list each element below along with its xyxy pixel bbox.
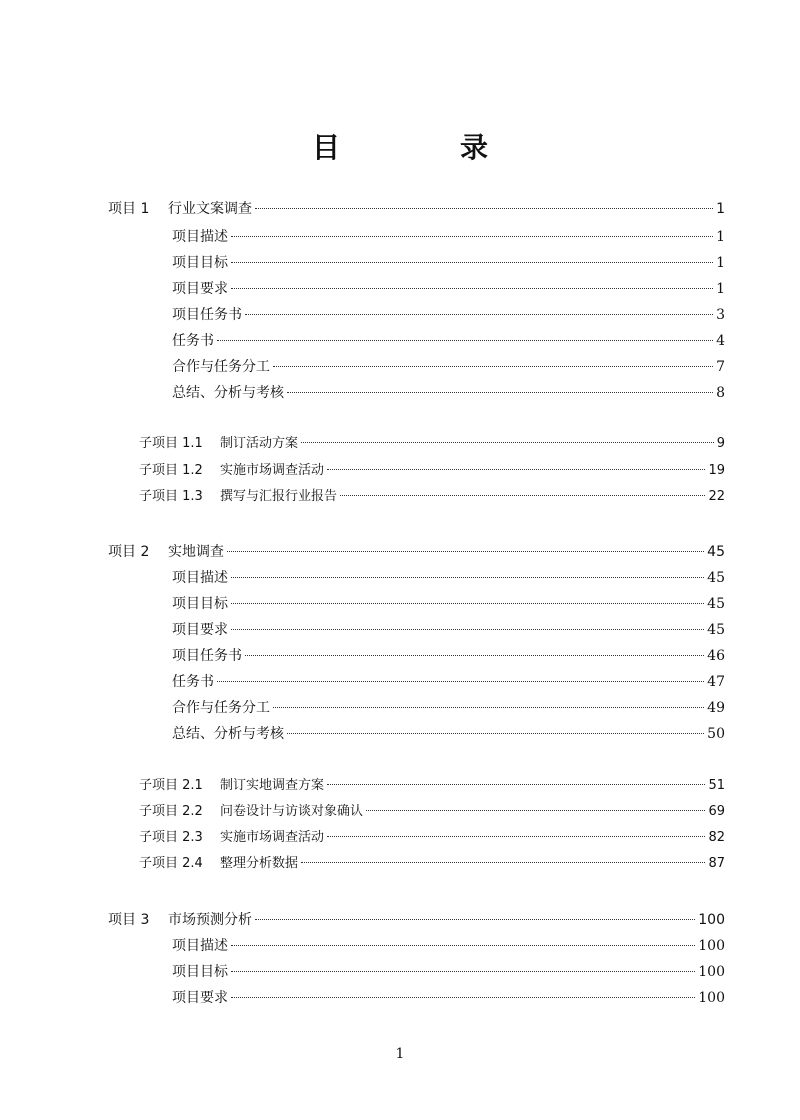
toc-entry-label: 项目任务书	[172, 307, 242, 323]
toc-entry-page: 4	[716, 333, 725, 349]
dot-leader	[231, 603, 704, 604]
toc-entry-title	[172, 305, 242, 325]
toc-entry-label: 市场预测分析	[168, 912, 252, 928]
dot-leader	[255, 919, 695, 920]
toc-entry-number: 项目 3	[108, 912, 150, 928]
toc-entry-title	[172, 383, 284, 403]
toc-entry-title	[172, 331, 214, 351]
toc-entry-title	[172, 227, 228, 247]
toc-entry-page: 100	[698, 964, 725, 980]
toc-entry-label: 合作与任务分工	[172, 359, 270, 375]
toc-entry[interactable]	[172, 936, 725, 956]
toc-entry-label: 项目描述	[172, 938, 228, 954]
toc-entry-number: 子项目 2.3	[139, 830, 203, 845]
toc-entry-title	[172, 672, 214, 692]
toc-entry[interactable]	[172, 962, 725, 982]
toc-entry-title	[139, 776, 324, 796]
toc-entry-label: 行业文案调查	[168, 201, 252, 217]
toc-entry-label: 实施市场调查活动	[220, 830, 325, 845]
toc-entry-label: 整理分析数据	[220, 856, 299, 871]
toc-entry[interactable]	[172, 620, 725, 640]
dot-leader	[327, 784, 705, 785]
toc-entry[interactable]	[139, 461, 725, 481]
toc-entry-page: 82	[708, 830, 725, 845]
dot-leader	[327, 469, 705, 470]
toc-entry-title	[172, 568, 228, 588]
toc-entry-page: 1	[716, 201, 725, 217]
toc-entry[interactable]	[172, 988, 725, 1008]
toc-entry-page: 45	[707, 570, 725, 586]
toc-entry-label: 项目目标	[172, 964, 228, 980]
toc-entry-title	[139, 854, 298, 874]
toc-entry-title	[139, 828, 324, 848]
dot-leader	[340, 495, 705, 496]
dot-leader	[273, 366, 713, 367]
toc-entry[interactable]	[172, 305, 725, 325]
toc-entry-label: 合作与任务分工	[172, 700, 270, 716]
dot-leader	[217, 340, 713, 341]
dot-leader	[287, 392, 713, 393]
dot-leader	[231, 577, 704, 578]
toc-entry[interactable]	[139, 802, 725, 822]
dot-leader	[231, 945, 695, 946]
toc-entry-page: 9	[716, 436, 725, 451]
toc-entry-label: 实地调查	[168, 544, 224, 560]
toc-entry-label: 项目目标	[172, 596, 228, 612]
dot-leader	[231, 288, 713, 289]
toc-entry[interactable]	[172, 357, 725, 377]
toc-entry-page: 46	[707, 648, 725, 664]
dot-leader	[327, 836, 705, 837]
toc-entry-number: 子项目 2.1	[139, 778, 203, 793]
dot-leader	[231, 236, 713, 237]
dot-leader	[231, 629, 704, 630]
toc-entry-label: 制订活动方案	[220, 436, 299, 451]
toc-entry-title	[172, 936, 228, 956]
toc-entry-page: 8	[716, 385, 725, 401]
dot-leader	[231, 971, 695, 972]
toc-entry-label: 项目描述	[172, 229, 228, 245]
toc-entry-label: 任务书	[172, 333, 214, 349]
toc-entry-title	[172, 357, 270, 377]
toc-entry[interactable]	[172, 646, 725, 666]
dot-leader	[227, 551, 704, 552]
toc-entry-page: 22	[708, 489, 725, 504]
toc-entry-label: 制订实地调查方案	[220, 778, 325, 793]
toc-entry-page: 45	[707, 622, 725, 638]
toc-entry-title	[139, 461, 324, 481]
toc-entry-page: 1	[716, 281, 725, 297]
toc-entry-page: 51	[708, 778, 725, 793]
toc-entry-title	[108, 199, 252, 219]
dot-leader	[245, 655, 704, 656]
toc-entry-title	[108, 542, 224, 562]
toc-entry-title	[172, 724, 284, 744]
page-number: 1	[395, 1046, 405, 1062]
toc-entry-label: 问卷设计与访谈对象确认	[220, 804, 364, 819]
toc-entry[interactable]	[139, 776, 725, 796]
toc-entry[interactable]	[172, 724, 725, 744]
toc-entry[interactable]	[172, 331, 725, 351]
toc-entry-label: 总结、分析与考核	[172, 726, 284, 742]
toc-entry-label: 项目描述	[172, 570, 228, 586]
toc-entry-title	[139, 487, 337, 507]
dot-leader	[301, 862, 705, 863]
toc-entry-number: 子项目 2.4	[139, 856, 203, 871]
dot-leader	[231, 997, 695, 998]
toc-entry-label: 项目要求	[172, 990, 228, 1006]
toc-entry[interactable]	[172, 672, 725, 692]
toc-entry-page: 100	[698, 938, 725, 954]
toc-entry-number: 项目 2	[108, 544, 150, 560]
toc-entry-label: 项目要求	[172, 281, 228, 297]
toc-entry-label: 项目要求	[172, 622, 228, 638]
toc-entry-label: 总结、分析与考核	[172, 385, 284, 401]
dot-leader	[366, 810, 705, 811]
toc-entry[interactable]	[172, 227, 725, 247]
toc-entry[interactable]	[108, 199, 725, 219]
toc-entry-title	[172, 646, 242, 666]
toc-entry-number: 子项目 2.2	[139, 804, 203, 819]
toc-entry-title	[172, 698, 270, 718]
toc-entry-title	[172, 279, 228, 299]
toc-entry-label: 实施市场调查活动	[220, 463, 325, 478]
toc-entry-page: 50	[707, 726, 725, 742]
toc-entry-title	[139, 802, 363, 822]
toc-entry-page: 47	[707, 674, 725, 690]
toc-entry-title	[172, 253, 228, 273]
toc-entry-number: 子项目 1.3	[139, 489, 203, 504]
toc-entry-number: 子项目 1.2	[139, 463, 203, 478]
toc-entry-title	[139, 434, 298, 454]
toc-entry-page: 7	[716, 359, 725, 375]
toc-entry-page: 45	[707, 596, 725, 612]
toc-entry-label: 项目任务书	[172, 648, 242, 664]
toc-entry[interactable]	[139, 854, 725, 874]
toc-entry-page: 100	[698, 912, 725, 928]
toc-entry-label: 项目目标	[172, 255, 228, 271]
toc-entry[interactable]	[108, 910, 725, 930]
toc-entry[interactable]	[172, 568, 725, 588]
toc-entry-title	[172, 988, 228, 1008]
toc-entry-label: 撰写与汇报行业报告	[220, 489, 338, 504]
toc-entry-title	[172, 962, 228, 982]
toc-entry[interactable]	[172, 698, 725, 718]
toc-entry[interactable]	[172, 594, 725, 614]
toc-entry-label: 任务书	[172, 674, 214, 690]
dot-leader	[245, 314, 713, 315]
toc-entry[interactable]	[139, 828, 725, 848]
toc-entry-title	[108, 910, 252, 930]
toc-entry-page: 100	[698, 990, 725, 1006]
dot-leader	[231, 262, 713, 263]
toc-entry-page: 49	[707, 700, 725, 716]
toc-entry-page: 1	[716, 229, 725, 245]
toc-entry-page: 3	[716, 307, 725, 323]
dot-leader	[217, 681, 704, 682]
dot-leader	[301, 442, 714, 443]
dot-leader	[273, 707, 704, 708]
toc-entry[interactable]	[172, 253, 725, 273]
toc-entry-title	[172, 620, 228, 640]
toc-entry-page: 45	[707, 544, 725, 560]
toc-entry-number: 项目 1	[108, 201, 150, 217]
toc-entry[interactable]	[139, 434, 725, 454]
toc-entry-page: 87	[708, 856, 725, 871]
toc-entry-number: 子项目 1.1	[139, 436, 203, 451]
toc-entry-title	[172, 594, 228, 614]
toc-entry-page: 1	[716, 255, 725, 271]
toc-entry[interactable]	[172, 383, 725, 403]
dot-leader	[255, 208, 713, 209]
page-title: 目 录	[311, 131, 534, 164]
toc-entry[interactable]	[172, 279, 725, 299]
toc-entry[interactable]	[108, 542, 725, 562]
toc-entry[interactable]	[139, 487, 725, 507]
toc-entry-page: 69	[708, 804, 725, 819]
toc-entry-page: 19	[708, 463, 725, 478]
dot-leader	[287, 733, 704, 734]
